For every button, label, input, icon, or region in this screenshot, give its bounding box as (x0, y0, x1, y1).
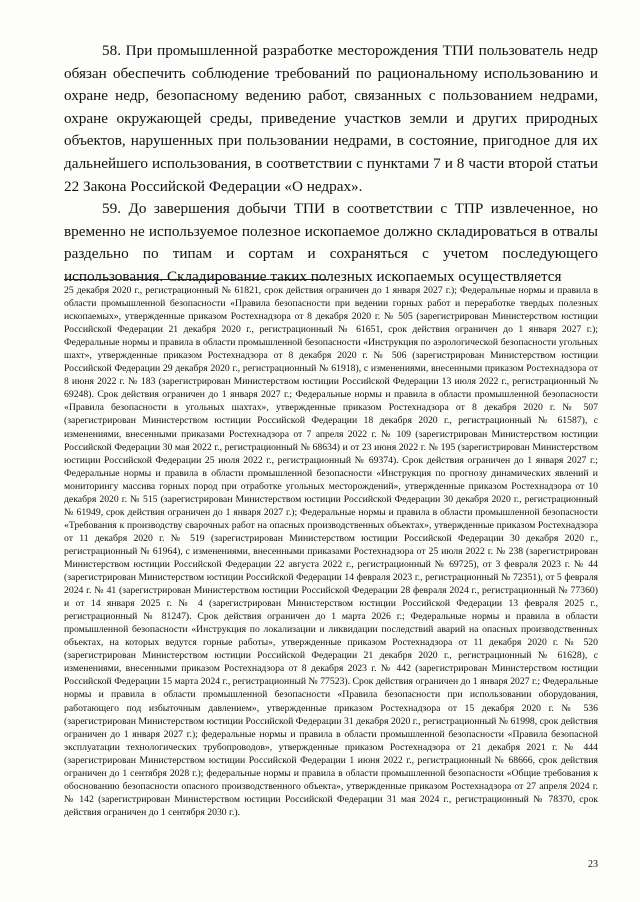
page-number: 23 (588, 859, 598, 870)
footnote-separator (64, 279, 328, 280)
paragraph-58: 58. При промышленной разработке месторождения ТПИ пользователь недр обязан обеспечить соблюдение требований по рациональному использованию и охране недр, безопасному ведению работ, связанных с пользованием недрами, охране окружающей среды, приведение участков земли и других природных объектов, нарушенных при пользовании недрами, в состояние, пригодное для их дальнейшего использования, в соответствии с пунктами 7 и 8 части второй статьи 22 Закона Российской Федерации «О недрах». (64, 42, 598, 195)
footnote-text: 25 декабря 2020 г., регистрационный № 61821, срок действия ограничен до 1 января 2027 г.); Федеральные нормы и правила в области промышленной безопасности «Правила безопасности при ведении горных работ и переработке твердых полезных ископаемых», утвержденные приказом Ростехнадзора от 8 декабря 2020 г. № 505 (зарегистрирован Министерством юстиции Российской Федерации 21 декабря 2020 г., регистрационный № 61651, срок действия ограничен до 1 января 2027 г.); Федеральные нормы и правила в области промышленной безопасности «Инструкция по аэрологической безопасности угольных шахт», утвержденные приказом Ростехнадзора от 8 декабря 2020 г. № 506 (зарегистрирован Министерством юстиции Российской Федерации 29 декабря 2020 г., регистрационный № 61918), с изменениями, внесенными приказом Ростехнадзора от 8 июня 2022 г. № 183 (зарегистрирован Министерством юстиции Российской Федерации 13 июля 2022 г., регистрационный № 69248). Срок действия ограничен до 1 января 2027 г.; Федеральные нормы и правила в области промышленной безопасности «Правила безопасности в угольных шахтах», утвержденные приказом Ростехнадзора от 8 декабря 2020 г. № 507 (зарегистрирован Министерством юстиции Российской Федерации 18 декабря 2020 г., регистрационный № 61587), с изменениями, внесенными приказами Ростехнадзора от 7 апреля 2022 г. № 109 (зарегистрирован Министерством юстиции Российской Федерации 30 мая 2022 г., регистрационный № 68634) и от 23 июня 2022 г. № 195 (зарегистрирован Министерством юстиции Российской Федерации 25 июля 2022 г., регистрационный № 69374). Срок действия ограничен до 1 января 2027 г.; Федеральные нормы и правила в области промышленной безопасности «Инструкция по прогнозу динамических явлений и мониторингу массива горных пород при отработке угольных месторождений», утвержденные приказом Ростехнадзора от 10 декабря 2020 г. № 515 (зарегистрирован Министерством юстиции Российской Федерации 30 декабря 2020 г., регистрационный № 61949, срок действия ограничен до 1 января 2027 г.); Федеральные нормы и правила в области промышленной безопасности «Требования к производству сварочных работ на опасных производственных объектах», утвержденные приказом Ростехнадзора от 11 декабря 2020 г. № 519 (зарегистрирован Министерством юстиции Российской Федерации 30 декабря 2020 г., регистрационный № 61964), с изменениями, внесенными приказами Ростехнадзора от 25 июля 2022 г. № 238 (зарегистрирован Министерством юстиции Российской Федерации 22 августа 2022 г., регистрационный № 69725), от 3 февраля 2023 г. № 44 (зарегистрирован Министерством юстиции Российской Федерации 14 февраля 2023 г., регистрационный № 72351), от 5 февраля 2024 г. № 41 (зарегистрирован Министерством юстиции Российской Федерации 28 февраля 2024 г., регистрационный № 77360) и от 14 января 2025 г. № 4 (зарегистрирован Министерством юстиции Российской Федерации 13 февраля 2025 г., регистрационный № 81247). Срок действия ограничен до 1 марта 2026 г.; Федеральные нормы и правила в области промышленной безопасности «Инструкция по локализации и ликвидации последствий аварий на опасных производственных объектах, на которых ведутся горные работы», утвержденные приказом Ростехнадзора от 11 декабря 2020 г. № 520 (зарегистрирован Министерством юстиции Российской Федерации 21 декабря 2020 г., регистрационный № 61628), с изменениями, внесенными приказом Ростехнадзора от 8 декабря 2023 г. № 442 (зарегистрирован Министерством юстиции Российской Федерации 15 марта 2024 г., регистрационный № 77523). Срок действия ограничен до 1 января 2027 г.; Федеральные нормы и правила в области промышленной безопасности «Правила безопасности при использовании оборудования, работающего под избыточным давлением», утвержденные приказом Ростехнадзора от 15 декабря 2020 г. № 536 (зарегистрирован Министерством юстиции Российской Федерации 31 декабря 2020 г., регистрационный № 61998, срок действия ограничен до 1 января 2027 г.); федеральные нормы и правила в области промышленной безопасности «Правила безопасной эксплуатации технологических трубопроводов», утвержденные приказом Ростехнадзора от 21 декабря 2021 г. № 444 (зарегистрирован Министерством юстиции Российской Федерации 1 июня 2022 г., регистрационный № 68666, срок действия ограничен до 1 сентября 2028 г.); федеральные нормы и правила в области промышленной безопасности «Общие требования к обоснованию безопасности опасного производственного объекта», утвержденные приказом Ростехнадзора от 27 апреля 2024 г. № 142 (зарегистрирован Министерством юстиции Российской Федерации 31 мая 2024 г., регистрационный № 78370, срок действия ограничен до 1 сентября 2030 г.). (64, 285, 598, 818)
main-text (64, 40, 598, 289)
paragraph-59: 59. До завершения добычи ТПИ в соответствии с ТПР извлеченное, но временно не используемое полезное ископаемое должно складироваться в отвалы раздельно по типам и сортам и сохраняться с учетом последующего использования. Складирование таких полезных ископаемых осуществляется (64, 200, 598, 285)
